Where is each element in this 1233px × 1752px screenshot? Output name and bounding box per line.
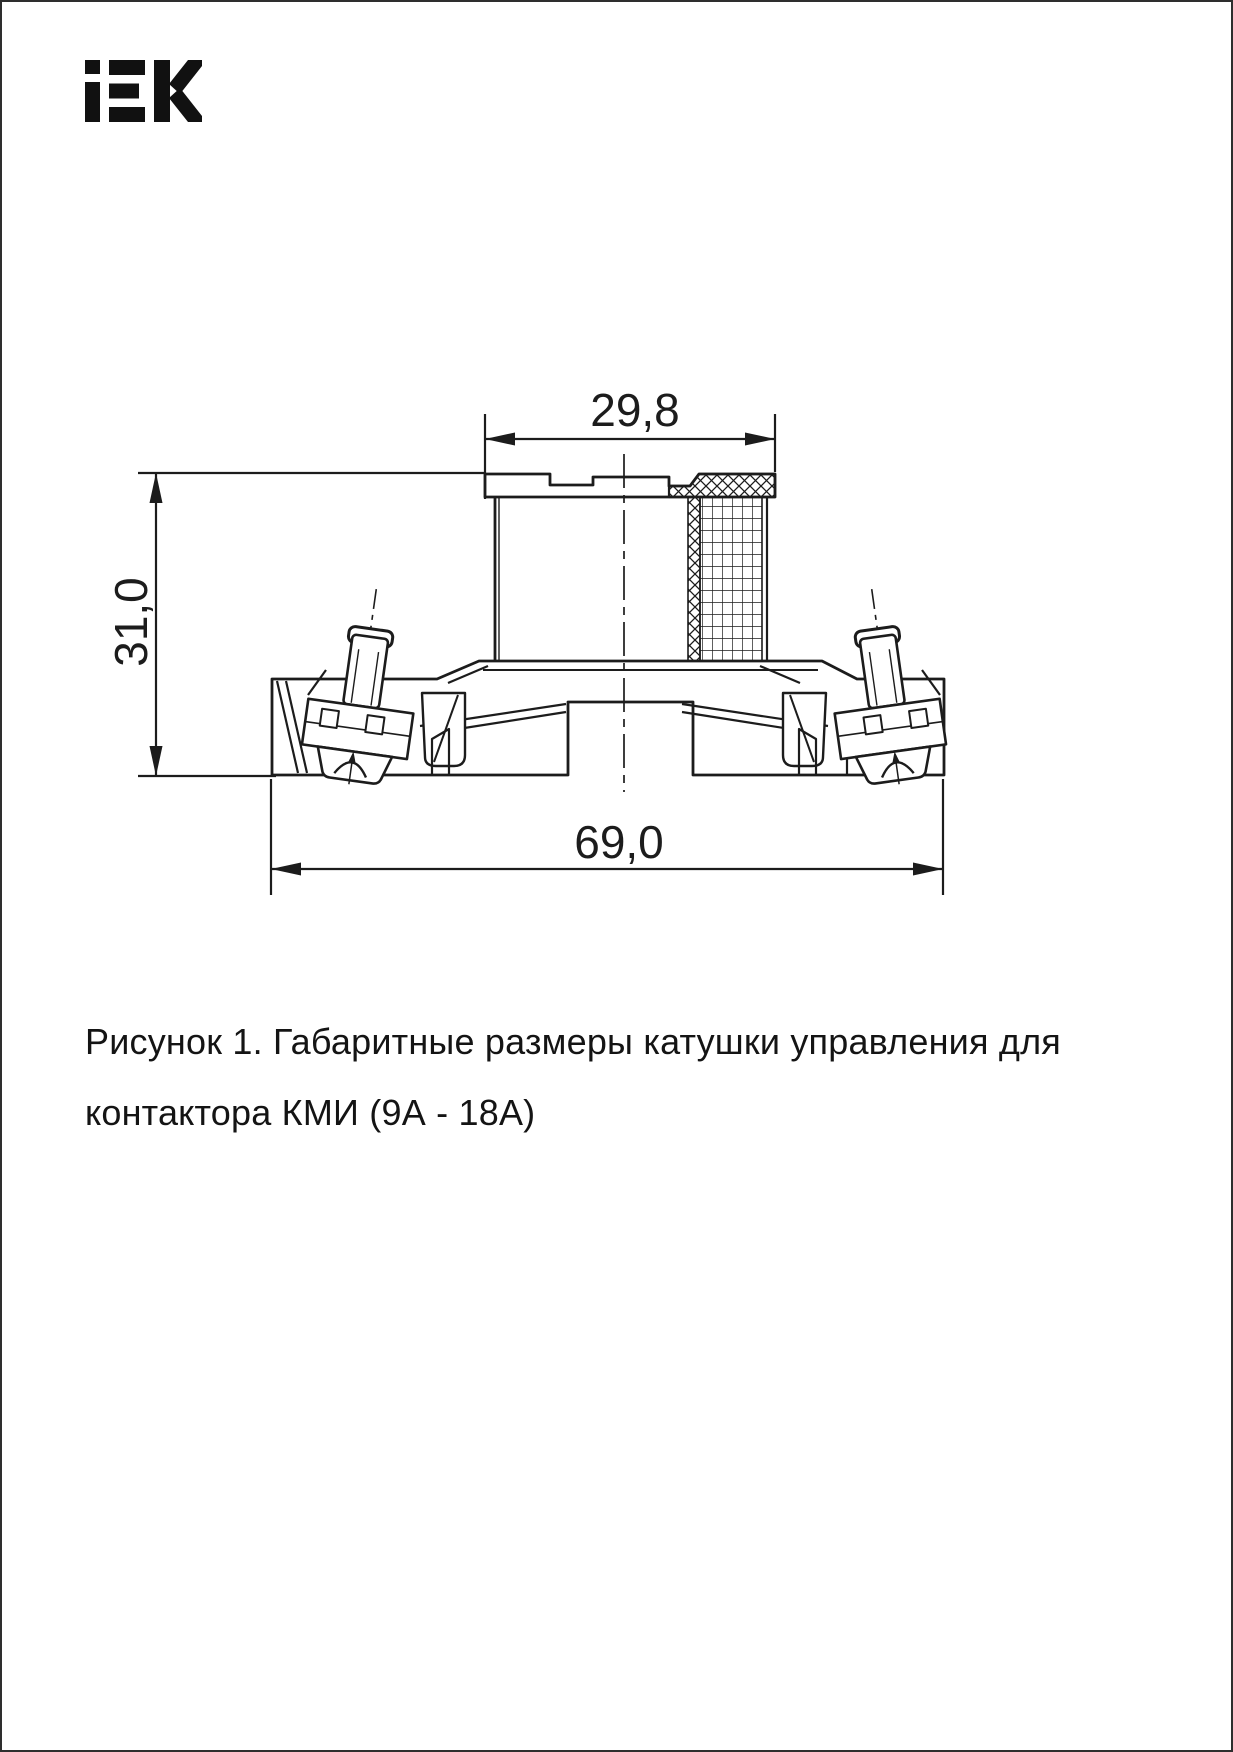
technical-drawing [2, 2, 1233, 1752]
dim-bottom-label: 69,0 [574, 816, 664, 868]
base-cutout-left [422, 693, 465, 766]
clamp-window-1 [320, 709, 339, 728]
arrow-up-icon [150, 473, 163, 503]
clamp-window-2 [365, 715, 384, 734]
winding-edge-hatch [688, 497, 700, 661]
dim-left-label: 31,0 [105, 577, 157, 667]
dim-top-label: 29,8 [590, 384, 680, 436]
coil-body [485, 474, 775, 661]
arrow-right-icon [913, 863, 943, 876]
arrow-down-icon [150, 746, 163, 776]
arrow-left-icon [485, 433, 515, 446]
caption-line-1: Рисунок 1. Габаритные размеры катушки управления для [85, 1021, 1061, 1062]
caption-line-2: контактора КМИ (9А - 18А) [85, 1092, 536, 1133]
figure-caption [85, 1006, 1145, 1148]
arrow-left-icon [271, 863, 301, 876]
cap-hatched-band [669, 474, 775, 497]
base-cutout-right [783, 693, 826, 766]
arrow-right-icon [745, 433, 775, 446]
coil-winding-hatch [700, 497, 762, 661]
